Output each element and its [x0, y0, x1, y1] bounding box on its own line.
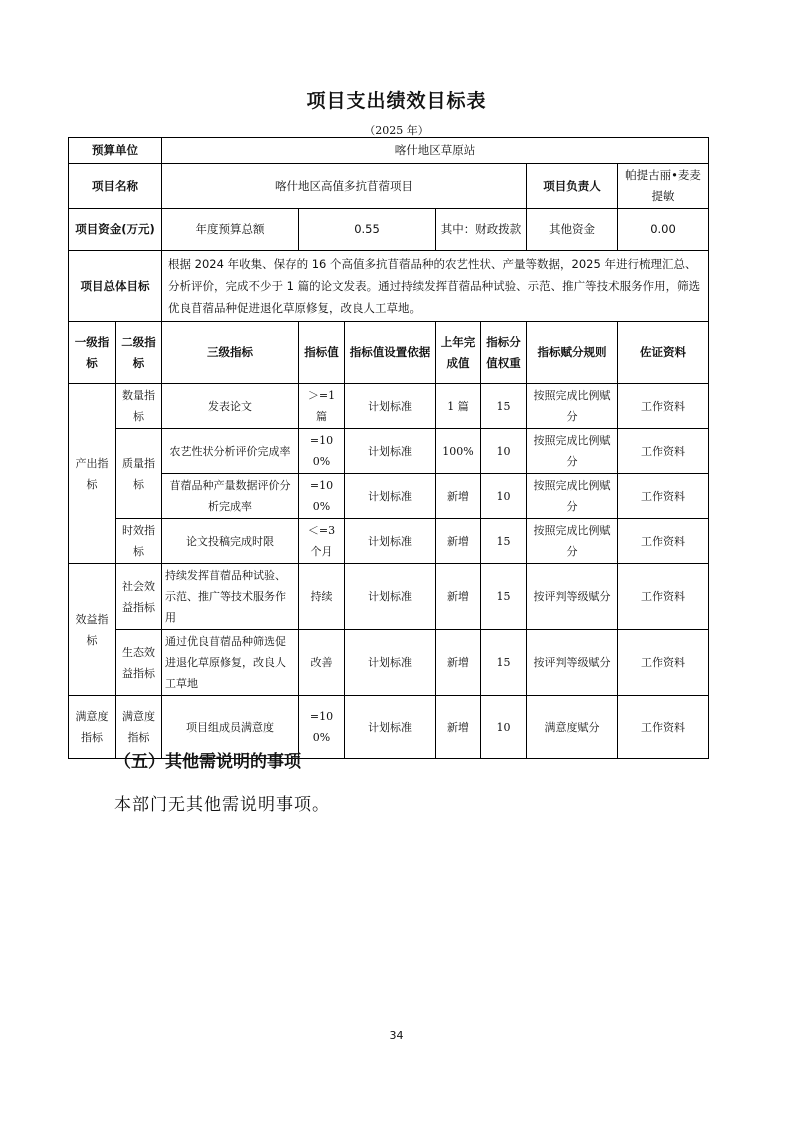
- goal-text: 根据 2024 年收集、保存的 16 个高值多抗苜蓿品种的农艺性状、产量等数据，2025 年进行梳理汇总、分析评价，完成不少于 1 篇的论文发表。通过持续发挥苜蓿品种试验、示范、推广等技术服务作用，筛选优良苜蓿品种促进退化草原修复，改良人工草地。: [162, 251, 709, 322]
- table-row: [69, 564, 709, 630]
- evidence-cell: 工作资料: [618, 429, 709, 474]
- rule-cell: 按照完成比例赋分: [527, 474, 618, 519]
- level3-cell: 持续发挥苜蓿品种试验、示范、推广等技术服务作用: [162, 564, 299, 630]
- level3-cell: 论文投稿完成时限: [162, 519, 299, 564]
- evidence-cell: 工作资料: [618, 384, 709, 429]
- value-cell: =100%: [299, 474, 345, 519]
- project-name-label: 项目名称: [69, 164, 162, 209]
- level2-cell: 时效指标: [116, 519, 162, 564]
- level2-cell: 满意度指标: [116, 696, 162, 759]
- last-year-cell: 100%: [436, 429, 481, 474]
- budget-unit-label: 预算单位: [69, 138, 162, 164]
- level3-cell: 农艺性状分析评价完成率: [162, 429, 299, 474]
- rule-cell: 按评判等级赋分: [527, 564, 618, 630]
- basis-cell: 计划标准: [345, 384, 436, 429]
- last-year-cell: 新增: [436, 519, 481, 564]
- header-rule: 指标赋分规则: [527, 322, 618, 384]
- level2-cell: 质量指标: [116, 429, 162, 519]
- table-row: [69, 630, 709, 696]
- fiscal-label: 其中：财政拨款: [436, 209, 527, 251]
- rule-cell: 按评判等级赋分: [527, 630, 618, 696]
- level2-cell: 生态效益指标: [116, 630, 162, 696]
- annual-budget-label: 年度预算总额: [162, 209, 299, 251]
- evidence-cell: 工作资料: [618, 696, 709, 759]
- rule-cell: 按照完成比例赋分: [527, 519, 618, 564]
- basis-cell: 计划标准: [345, 630, 436, 696]
- value-cell: =100%: [299, 696, 345, 759]
- last-year-cell: 新增: [436, 474, 481, 519]
- last-year-cell: 新增: [436, 564, 481, 630]
- basis-cell: 计划标准: [345, 696, 436, 759]
- document-year: （2025 年）: [364, 124, 429, 137]
- header-weight: 指标分值权重: [481, 322, 527, 384]
- page-number: 34: [389, 1029, 404, 1042]
- last-year-cell: 新增: [436, 696, 481, 759]
- budget-unit-value: 喀什地区草原站: [162, 138, 709, 164]
- weight-cell: 15: [481, 384, 527, 429]
- funds-label: 项目资金(万元): [69, 209, 162, 251]
- section-body: 本部门无其他需说明事项。: [114, 795, 330, 815]
- value-cell: =100%: [299, 429, 345, 474]
- weight-cell: 15: [481, 630, 527, 696]
- weight-cell: 10: [481, 696, 527, 759]
- table-row: [69, 384, 709, 429]
- project-name-value: 喀什地区高值多抗苜蓿项目: [162, 164, 527, 209]
- evidence-cell: 工作资料: [618, 474, 709, 519]
- evidence-cell: 工作资料: [618, 630, 709, 696]
- header-level3: 三级指标: [162, 322, 299, 384]
- basis-cell: 计划标准: [345, 474, 436, 519]
- value-cell: ＜=3 个月: [299, 519, 345, 564]
- header-last-year: 上年完成值: [436, 322, 481, 384]
- basis-cell: 计划标准: [345, 564, 436, 630]
- goal-label: 项目总体目标: [69, 251, 162, 322]
- level1-cell: 满意度指标: [69, 696, 116, 759]
- last-year-cell: 新增: [436, 630, 481, 696]
- evidence-cell: 工作资料: [618, 519, 709, 564]
- evidence-cell: 工作资料: [618, 564, 709, 630]
- level3-cell: 苜蓿品种产量数据评价分析完成率: [162, 474, 299, 519]
- value-cell: ＞=1 篇: [299, 384, 345, 429]
- table-row: [69, 429, 709, 474]
- annual-budget-value: 0.55: [299, 209, 436, 251]
- level3-cell: 发表论文: [162, 384, 299, 429]
- project-leader-value: 帕提古丽•麦麦提敏: [618, 164, 709, 209]
- header-evidence: 佐证资料: [618, 322, 709, 384]
- header-level1: 一级指标: [69, 322, 116, 384]
- level3-cell: 通过优良苜蓿品种筛选促进退化草原修复，改良人工草地: [162, 630, 299, 696]
- level1-cell: 产出指标: [69, 384, 116, 564]
- basis-cell: 计划标准: [345, 429, 436, 474]
- section-heading: （五）其他需说明的事项: [114, 752, 301, 772]
- weight-cell: 15: [481, 564, 527, 630]
- value-cell: 改善: [299, 630, 345, 696]
- performance-target-table: [68, 137, 709, 759]
- level3-cell: 项目组成员满意度: [162, 696, 299, 759]
- header-level2: 二级指标: [116, 322, 162, 384]
- last-year-cell: 1 篇: [436, 384, 481, 429]
- other-funds-value: 0.00: [618, 209, 709, 251]
- level2-cell: 社会效益指标: [116, 564, 162, 630]
- header-value: 指标值: [299, 322, 345, 384]
- weight-cell: 15: [481, 519, 527, 564]
- weight-cell: 10: [481, 429, 527, 474]
- project-leader-label: 项目负责人: [527, 164, 618, 209]
- document-title: 项目支出绩效目标表: [306, 90, 487, 112]
- rule-cell: 按照完成比例赋分: [527, 384, 618, 429]
- header-basis: 指标值设置依据: [345, 322, 436, 384]
- basis-cell: 计划标准: [345, 519, 436, 564]
- other-funds-label: 其他资金: [527, 209, 618, 251]
- level2-cell: 数量指标: [116, 384, 162, 429]
- table-row: [69, 474, 709, 519]
- rule-cell: 按照完成比例赋分: [527, 429, 618, 474]
- table-row: [69, 519, 709, 564]
- level1-cell: 效益指标: [69, 564, 116, 696]
- value-cell: 持续: [299, 564, 345, 630]
- weight-cell: 10: [481, 474, 527, 519]
- rule-cell: 满意度赋分: [527, 696, 618, 759]
